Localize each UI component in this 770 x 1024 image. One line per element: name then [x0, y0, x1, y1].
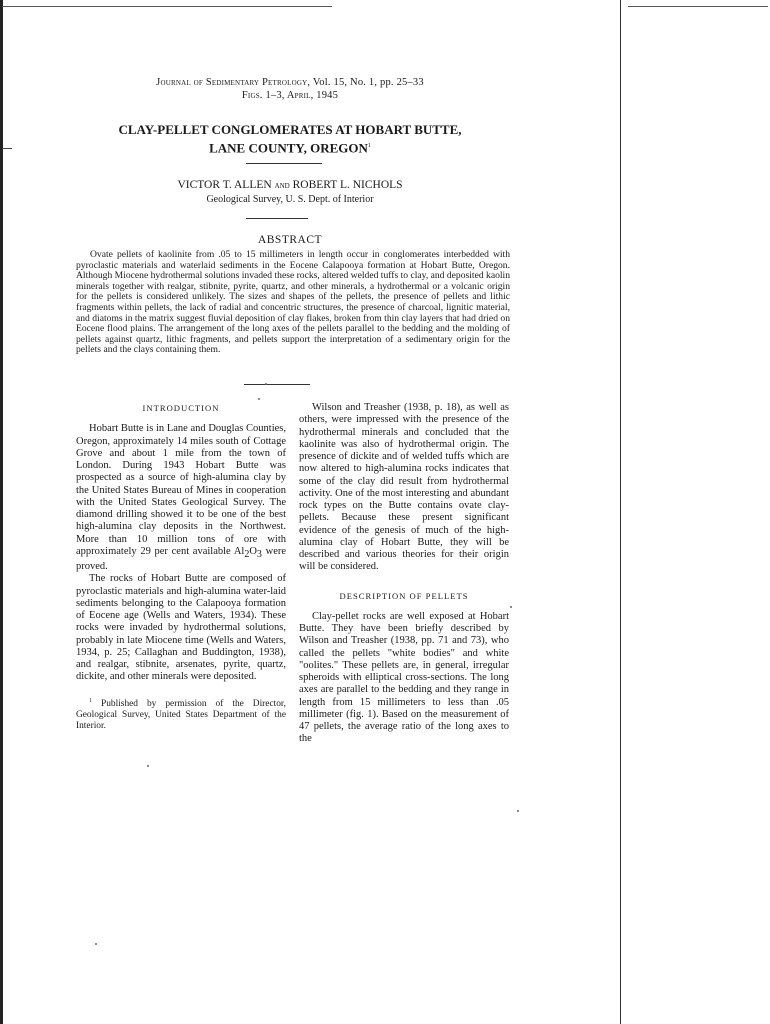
author-2: ROBERT L. NICHOLS [292, 179, 403, 191]
journal-line-1 [90, 76, 490, 89]
scan-top-edge [628, 6, 768, 7]
description-heading: DESCRIPTION OF PELLETS [339, 590, 469, 601]
alumina-formula: $Al_2O_3$ [233, 545, 262, 560]
journal-name: Journal of Sedimentary Petrology, [156, 77, 311, 88]
scan-top-edge [2, 6, 332, 7]
journal-line-2: Figs. 1–3, April, 1945 [241, 90, 339, 101]
description-paragraph-1: Clay-pellet rocks are well exposed at Hobart Butte. They have been briefly described by Wilson and Treasher (1938, pp. 71 and 73), who called the pellets "white bodies" and white "oolites." These pellets are, in general, irregular spheroids with elliptical cross-sections. The long axes are parallel to the bedding and they range in length from 15 millimeters to less than .05 millimeter (fig. 1). Based on the measurement of 47 pellets, the average ratio of the long axes to the [299, 610, 509, 745]
authors-rule [246, 218, 308, 219]
introduction-paragraph-1 [76, 423, 286, 573]
introduction-paragraph-3: Wilson and Treasher (1938, p. 18), as well as others, were impressed with the presence of the hydrothermal minerals and concluded that the kaolinite was also of hydrothermal origin. The presence of dickite and of welded tuffs which are now altered to high-alumina rocks indicates that some of the clay did result from hydrothermal activity. One of the most interesting and abundant rock types on the Butte contains ovate clay-pellets. Because these present significant evidence of the genesis of much of the high-alumina clay of Hobart Butte, they will be described and various theories for their origin will be considered. [299, 402, 509, 573]
title-footnote-mark: 1 [367, 143, 371, 149]
paragraph-text: Hobart Butte is in Lane and Douglas Counties, Oregon, approximately 14 miles south of Cottage Grove and about 1 mile from the town of London. During 1943 Hobart Butte was prospected as a source of high-alumina clay by the United States Bureau of Mines in cooperation with the United States Geological Survey. The diamond drilling showed it to be one of the best high-alumina clay deposits in the Northwest. More than 10 million tons of ore with approximately 29 per cent available [76, 423, 286, 557]
paragraph-end: were proved. [76, 545, 287, 573]
author-affiliation: Geological Survey, U. S. Dept. of Interior [206, 194, 374, 205]
scan-mark [2, 148, 12, 149]
scan-right-edge [620, 0, 621, 1024]
introduction-heading: INTRODUCTION [142, 403, 220, 413]
title-line-2 [90, 138, 490, 156]
abstract-heading: ABSTRACT [257, 234, 323, 246]
journal-citation [90, 76, 490, 102]
right-column [299, 402, 509, 746]
article-title [90, 122, 490, 156]
abstract-rule [244, 384, 310, 385]
footnote-mark: 1 [89, 697, 92, 704]
title-line-2-text: LANE COUNTY, OREGON [209, 140, 368, 156]
journal-volume: Vol. 15, No. 1, pp. 25–33 [312, 77, 424, 88]
introduction-paragraph-2: The rocks of Hobart Butte are composed of pyroclastic materials and high-alumina water-laid sediments belonging to the Calapooya formation of Eocene age (Wells and Waters, 1934). These rocks were invaded by hydrothermal solutions, probably in late Miocene time (Wells and Waters, 1934, p. 25; Callaghan and Buddington, 1938), and realgar, stibnite, arsenates, pyrite, quartz, dickite, and other minerals were deposited. [76, 573, 286, 683]
left-column [76, 402, 286, 741]
title-line-1: CLAY-PELLET CONGLOMERATES AT HOBART BUTTE, [118, 122, 462, 137]
author-1: VICTOR T. ALLEN [177, 179, 272, 191]
footnote [76, 696, 286, 732]
author-conjunction: and [274, 180, 290, 191]
title-rule [246, 163, 322, 164]
authors [90, 178, 490, 193]
abstract-text: Ovate pellets of kaolinite from .05 to 15 millimeters in length occur in conglomerates interbedded with pyroclastic materials and waterlaid sediments in the Eocene Calapooya formation at Hobart Butte, Oregon. Although Miocene hydrothermal solutions invaded these rocks, altered welded tuffs to clay, and deposited kaolin minerals together with realgar, stibnite, pyrite, quartz, and other minerals, a hydrothermal or a volcanic origin for the pellets is considered unlikely. The sizes and shapes of the pellets, the presence of pellets and lithic fragments within pellets, the lack of radial and concentric structures, the presence of charcoal, lignitic material, and diatoms in the matrix suggest fluvial deposition of clay flakes, broken from thin clay layers that had dried on Eocene flood plains. The arrangement of the long axes of the pellets parallel to the bedding and the molding of pellets against quartz, lithic fragments, and pellets support the interpretation of a sedimentary origin for the pellets and the clays containing them. [76, 249, 511, 356]
footnote-text: Published by permission of the Director, Geological Survey, United States Department of the Interior. [76, 698, 286, 731]
scan-left-edge [0, 0, 3, 1024]
